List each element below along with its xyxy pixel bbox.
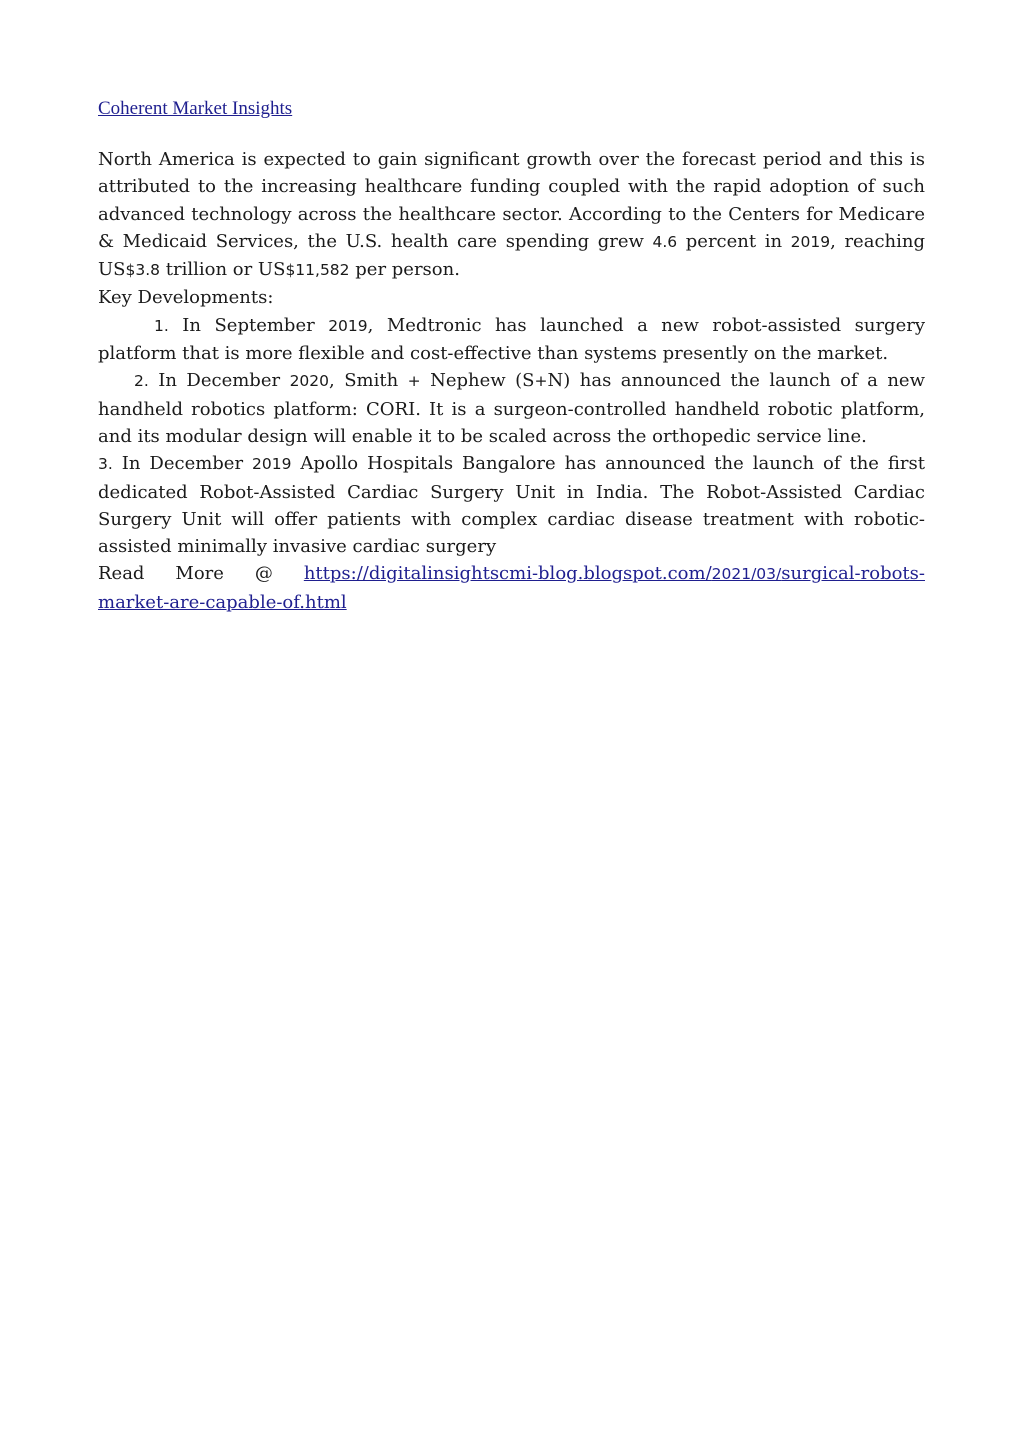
item-text: In September — [168, 314, 329, 336]
intro-number: 2019 — [790, 232, 831, 251]
read-more-label: Read More @ — [98, 563, 273, 585]
development-item-2 — [98, 367, 925, 450]
item-text: , Medtronic has launched a new robot-assisted surgery platform that is more flexible and cost-effective than systems presently on the market. — [98, 314, 926, 365]
link-text: https://digitalinsightscmi-blog.blogspot.com/ — [303, 563, 712, 585]
item-text: N) has announced the launch of a new handheld robotics platform: CORI. It is a surgeon-controlled handheld robotic platform, and its modular design will enable it to be scaled across the orthopedic service line. — [98, 370, 925, 447]
development-item-1 — [98, 312, 925, 368]
intro-number: $3.8 — [125, 261, 161, 280]
item-text: In December — [112, 453, 253, 475]
item-text: , Smith — [329, 370, 408, 392]
item-year: 2019 — [328, 316, 368, 335]
item-text: Nephew (S — [420, 370, 535, 392]
read-more-line — [98, 560, 925, 616]
intro-text: percent in — [677, 230, 791, 252]
header-link[interactable]: Coherent Market Insights — [98, 98, 293, 119]
document-body — [98, 146, 925, 616]
development-item-3 — [98, 450, 925, 560]
item-marker: 1. — [154, 316, 169, 335]
item-text: In December — [148, 370, 290, 392]
intro-number: $11,582 — [285, 261, 350, 280]
intro-text: , reaching US — [98, 230, 925, 281]
intro-text: per person. — [349, 259, 460, 281]
item-symbol: + — [534, 372, 548, 391]
intro-paragraph — [98, 146, 925, 284]
item-text: Apollo Hospitals Bangalore has announced the launch of the first dedicated Robot-Assisted Cardiac Surgery Unit in India. The Robot-Assisted Cardiac Surgery Unit will offer patients with complex cardiac disease treatment with robotic-assisted minimally invasive cardiac surgery — [98, 453, 925, 558]
link-text: surgical-robots-market-are-capable-of.html — [98, 563, 925, 613]
item-year: 2019 — [252, 455, 292, 474]
item-marker: 3. — [98, 455, 113, 474]
item-year: 2020 — [289, 372, 330, 391]
item-marker: 2. — [134, 372, 149, 391]
intro-text: trillion or US — [160, 259, 286, 281]
intro-text: North America is expected to gain significant growth over the forecast period and this is attributed to the increasing healthcare funding coupled with the rapid adoption of such advanced technology across the healthcare sector. According to the Centers for Medicare & Medicaid Services, the U.S. health care spending grew — [98, 149, 925, 252]
intro-number: 4.6 — [652, 232, 678, 251]
document-page — [98, 96, 925, 616]
link-number: 2021/03/ — [711, 565, 782, 584]
item-symbol: + — [407, 372, 421, 391]
key-developments-heading: Key Developments: — [98, 287, 274, 309]
